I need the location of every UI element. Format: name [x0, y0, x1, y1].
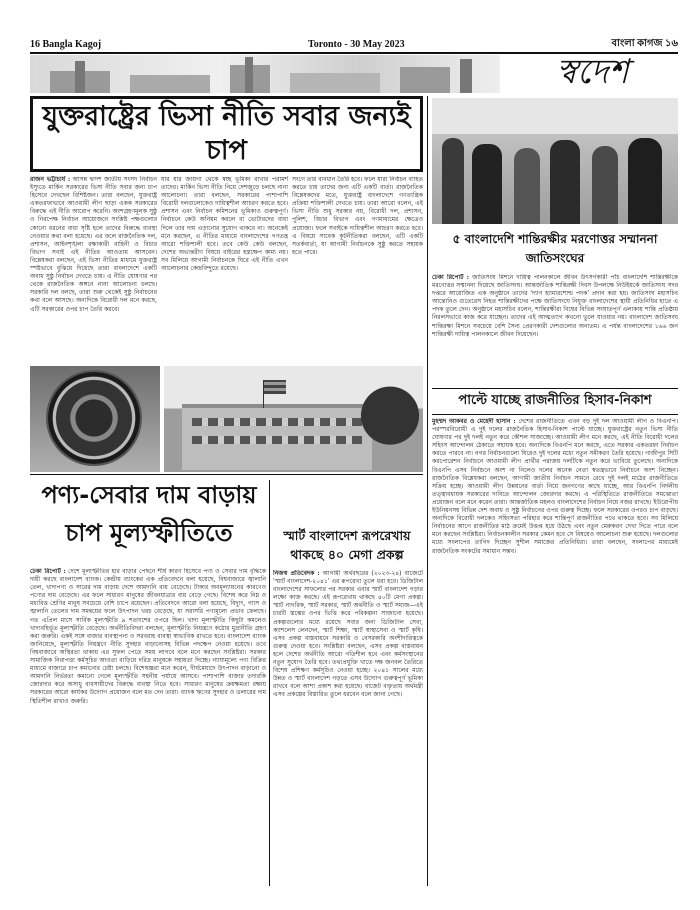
page-header [30, 37, 678, 51]
section-banner-image [30, 55, 500, 93]
divider [30, 474, 423, 475]
peacekeeper-byline: ঢেকা রিপোর্ট : [432, 274, 469, 281]
main-story-col2: যার যার জায়গা থেকে স্বচ্ছ ভূমিকা রাখার পরামর্শ তাদের। মার্কিন ভিসা নীতি নিয়ে দেশজুড়ে চলছে নানা আলোচনা। তারা বলছেন, সরকারের পাশাপাশি বিরোধী দলগুলোকেও দায়িত্বশীল আচরণ করতে হবে। প্রশাসন এবং নির্বাচন কমিশনের ভূমিকাও গুরুত্বপূর্ণ। নির্বাচনে কেউ অনিয়ম করলে বা ভোটারদের বাধা দিলে তার দায় এড়ানোর সুযোগ থাকবে না। অনেকেই মনে করছেন, এ নীতির মাধ্যমে বাংলাদেশের গণতন্ত্র আরো শক্তিশালী হবে। তবে কেউ কেউ বলছেন, দেশের অভ্যন্তরীণ বিষয়ে বাইরের হস্তক্ষেপ কাম্য নয়। সব মিলিয়ে আগামী নির্বাচনকে ঘিরে এই নীতি এখন আলোচনার কেন্দ্রবিন্দুতে রয়েছে। [161, 176, 288, 273]
politics-text: দেশের রাজনীতিতে এখন বড় দুই দল আওয়ামী লীগ ও বিএনপি। পরস্পরবিরোধী এ দুই দলের রাজনৈতিক হিসাব-নিকাশ পাল্টে যাচ্ছে। যুক্তরাষ্ট্রের নতুন ভিসা নীতি ঘোষণার পর দুই দলই নতুন করে কৌশল সাজাচ্ছে। আওয়ামী লীগ মনে করছে, এই নীতি বিরোধী দলের সহিংস আন্দোলন ঠেকাতে সহায়ক হবে। অন্যদিকে বিএনপি মনে করছে, এতে সরকার একতরফা নির্বাচন করতে পারবে না। নগর নির্বাচনগুলো ঘিরেও দুই দলের মধ্যে নতুন সমীকরণ তৈরি হয়েছে। গাজীপুর সিটি করপোরেশন নির্বাচনে আওয়ামী লীগ প্রার্থীর পরাজয় দলটিকে নতুন করে ভাবিয়ে তুলেছে। অন্যদিকে বিএনপি এসব নির্বাচনে অংশ না নিলেও দলের অনেক নেতা স্বতন্ত্রভাবে নির্বাচনে অংশ নিচ্ছেন। রাজনৈতিক বিশ্লেষকরা বলছেন, আগামী জাতীয় নির্বাচন সামনে রেখে দুই দলই মাঠের রাজনীতিতে সক্রিয় হচ্ছে। আওয়ামী লীগ উন্নয়নের বার্তা নিয়ে জনগণের কাছে যাচ্ছে, আর বিএনপি নির্দলীয় তত্ত্বাবধায়ক সরকারের দাবিতে আন্দোলন জোরদার করছে। এ পরিস্থিতিতে রাজনীতিতে সমঝোতা প্রয়োজন বলে মনে করেন তারা। আন্তর্জাতিক মহলও বাংলাদেশের নির্বাচন নিয়ে নজর রাখছে। ইউরোপীয় ইউনিয়নসহ বিভিন্ন দেশ অবাধ ও সুষ্ঠু নির্বাচনের ওপর গুরুত্ব দিচ্ছে। ফলে সরকারের ওপরও চাপ বাড়ছে। অন্যদিকে বিরোধী দলকেও সহিংসতা পরিহার করে শান্তিপূর্ণ রাজনীতির পথে থাকতে হবে। সব মিলিয়ে নির্বাচনের আগে রাজনীতির মাঠ ক্রমেই উত্তপ্ত হয়ে উঠছে এবং নতুন মেরুকরণ দেখা দিতে পারে বলে মনে করছেন সংশ্লিষ্টরা। নির্বাচনকালীন সরকার কেমন হবে সে বিষয়েও আলোচনা শুরু হয়েছে। দলগুলোর মধ্যে সংলাপের তাগিদ দিচ্ছেন সুশীল সমাজের প্রতিনিধিরা। তারা বলছেন, সংলাপের মাধ্যমেই রাজনৈতিক সংকটের সমাধান সম্ভব। [432, 418, 678, 555]
divider [432, 388, 678, 389]
header-date: Toronto - 30 May 2023 [307, 38, 405, 50]
peacekeeper-ceremony-photo [432, 98, 678, 224]
header-right: বাংলা কাগজ ১৬ [611, 37, 678, 49]
politics-story-body [432, 418, 678, 886]
smart-story-body [273, 570, 423, 886]
peacekeeper-headline: ৫ বাংলাদেশি শান্তিরক্ষীর মরণোত্তর সম্মাননা জাতিসংঘের [452, 232, 658, 265]
embassy-building-photo [164, 366, 423, 472]
smart-headline: স্মার্ট বাংলাদেশ রূপরেখায় থাকছে ৪০ মেগা প্রকল্প [283, 528, 411, 562]
peacekeeper-story-body [432, 274, 678, 382]
prices-text: দেশে মূল্যস্ফীতির হার বাড়ার পেছনে শীর্ষ কারণ হিসেবে পণ্য ও সেবার দাম বৃদ্ধিকে দায়ী করছে বাংলাদেশ ব্যাংক। কেন্দ্রীয় ব্যাংকের এক প্রতিবেদনে বলা হয়েছে, বিশ্ববাজারে জ্বালানি তেল, খাদ্যপণ্য ও সারের দাম বাড়ায় দেশে আমদানি ব্যয় বেড়েছে। টাকার অবমূল্যায়নের কারণেও পণ্যের দাম বেড়েছে। এর ফলে সাধারণ মানুষের জীবনযাত্রার ব্যয় বেড়ে গেছে। বিশেষ করে নিম্ন ও মধ্যবিত্ত শ্রেণির মানুষ সবচেয়ে বেশি চাপে রয়েছেন। প্রতিবেদনে আরো বলা হয়েছে, বিদ্যুৎ, গ্যাস ও জ্বালানি তেলের দাম সমন্বয়ের ফলে উৎপাদন খরচ বেড়েছে, যা সরাসরি পণ্যমূল্যে প্রভাব ফেলছে। গত এপ্রিল মাসে সার্বিক মূল্যস্ফীতি ৯ শতাংশের ওপরে ছিল। খাদ্য মূল্যস্ফীতি কিছুটা কমলেও খাদ্যবহির্ভূত মূল্যস্ফীতি বেড়েছে। অর্থনীতিবিদরা বলছেন, মূল্যস্ফীতি নিয়ন্ত্রণে কঠোর মুদ্রানীতি গ্রহণ করা জরুরি। একই সঙ্গে বাজার ব্যবস্থাপনা ও সরবরাহ ব্যবস্থা স্বাভাবিক রাখতে হবে। বাংলাদেশ ব্যাংক জানিয়েছে, মূল্যস্ফীতি নিয়ন্ত্রণে নীতি সুদহার বাড়ানোসহ বিভিন্ন পদক্ষেপ নেওয়া হয়েছে। তবে বিশ্ববাজারে অস্থিরতা থাকায় এর সুফল পেতে সময় লাগবে বলে মনে করছেন সংশ্লিষ্টরা। সরকার সামাজিক নিরাপত্তা কর্মসূচির আওতা বাড়িয়ে দরিদ্র মানুষকে সহায়তা দিচ্ছে। ন্যায্যমূল্যে পণ্য বিক্রির মাধ্যমে বাজারে চাপ কমানোর চেষ্টা চলছে। বিশেষজ্ঞরা মনে করেন, দীর্ঘমেয়াদে উৎপাদন বাড়ানো ও আমদানি নির্ভরতা কমানো গেলে মূল্যস্ফীতি সহনীয় পর্যায়ে আসবে। পাশাপাশি বাজার তদারকি জোরদার করে অসাধু ব্যবসায়ীদের বিরুদ্ধে ব্যবস্থা নিতে হবে। সাধারণ মানুষের ক্রয়ক্ষমতা রক্ষায় সরকারের আরো কার্যকর উদ্যোগ প্রয়োজন বলে মত দেন তারা। ব্যাংক ঋণের সুদহার ও ডলারের দাম স্থিতিশীল রাখাও জরুরি। [30, 568, 266, 705]
politics-byline: মুহম্মদ আকবর ও মেহেদী হাসান : [432, 418, 516, 425]
main-story-col3: সংগে তার ব্যবধান তৈরি হবে। ফলে যারা নির্বাচন ব্যাহত করতে চায় তাদের জন্য এটি একটি বার্তা। রাজনৈতিক বিশ্লেষকদের মতে, যুক্তরাষ্ট্র বাংলাদেশে গণতান্ত্রিক প্রক্রিয়া শক্তিশালী দেখতে চায়। তারা আরো বলেন, এই ভিসা নীতি শুধু সরকার নয়, বিরোধী দল, প্রশাসন, পুলিশ, বিচার বিভাগ এবং গণমাধ্যমের ক্ষেত্রেও প্রযোজ্য। ফলে সবাইকে দায়িত্বশীল আচরণ করতে হবে। এ বিষয়ে সাবেক কূটনীতিকরা বলছেন, এটি একটি সতর্কবার্তা, যা আগামী নির্বাচনকে সুষ্ঠু করতে সহায়ক হতে পারে। [292, 176, 423, 256]
politics-headline: পাল্টে যাচ্ছে রাজনীতির হিসাব-নিকাশ [458, 393, 652, 408]
smart-text: আগামী অর্থবছরের (২০২৩-২৪) বাজেটে 'স্মার্ট বাংলাদেশ-২০৪১' এর রূপরেখা তুলে ধরা হবে। ডিজিটাল বাংলাদেশের সাফল্যের পর সরকার এবার স্মার্ট বাংলাদেশ গড়ার লক্ষ্যে কাজ করছে। এই রূপরেখায় থাকছে ৪০টি মেগা প্রকল্প। স্মার্ট নাগরিক, স্মার্ট সরকার, স্মার্ট অর্থনীতি ও স্মার্ট সমাজ—এই চারটি স্তম্ভের ওপর ভিত্তি করে পরিকল্পনা সাজানো হয়েছে। প্রকল্পগুলোর মধ্যে রয়েছে সবার জন্য ডিজিটাল সেবা, ক্যাশলেস লেনদেন, স্মার্ট শিক্ষা, স্মার্ট স্বাস্থ্যসেবা ও স্মার্ট কৃষি। এসব প্রকল্প বাস্তবায়নে সরকারি ও বেসরকারি অংশীদারিত্বকে গুরুত্ব দেওয়া হবে। সংশ্লিষ্টরা বলছেন, এসব প্রকল্প বাস্তবায়ন হলে দেশের অর্থনীতি আরো গতিশীল হবে এবং কর্মসংস্থানের নতুন সুযোগ তৈরি হবে। তথ্যপ্রযুক্তি খাতে দক্ষ জনবল তৈরিতে বিশেষ প্রশিক্ষণ কর্মসূচিও নেওয়া হচ্ছে। ২০৪১ সালের মধ্যে উন্নত ও স্মার্ট বাংলাদেশ গড়তে এসব উদ্যোগ গুরুত্বপূর্ণ ভূমিকা রাখবে বলে আশা প্রকাশ করা হয়েছে। বাজেট বক্তৃতায় অর্থমন্ত্রী এসব প্রকল্পের বিস্তারিত তুলে ধরবেন বলে জানা গেছে। [273, 570, 423, 699]
header-left: 16 Bangla Kagoj [30, 38, 102, 50]
main-story-col1 [30, 176, 157, 366]
divider [432, 414, 678, 415]
prices-headline: পণ্য-সেবার দাম বাড়ায় চাপ মূল্যস্ফীতিতে [41, 481, 257, 547]
column-divider [427, 96, 428, 886]
prices-story-body [30, 568, 266, 886]
section-title: স্বদেশ [556, 52, 629, 92]
main-byline: রাজন ভট্টাচার্য : [30, 176, 71, 183]
main-col1-text: আসন্ন দ্বাদশ জাতীয় সংসদ নির্বাচন ইস্যুতে মার্কিন সরকারের ভিসা নীতি সবার জন্য চাপ হিসেবে দেখছেন বিশিষ্টজন। তারা বলছেন, যুক্তরাষ্ট্র একতরফাভাবে আওয়ামী লীগ ছাড়া একক সরকারের বিরুদ্ধে এই নীতি আরোপ করেনি। অংশগ্রহণমূলক সুষ্ঠু ও নিরপেক্ষ নির্বাচন আয়োজনে সংশ্লিষ্ট পক্ষগুলোর কোনো ধরনের বাধা সৃষ্টি হলে তাদের বিরুদ্ধে ব্যবস্থা নেওয়ার কথা বলা হয়েছে। এর ফলে রাজনৈতিক দল, প্রশাসন, আইনশৃঙ্খলা রক্ষাকারী বাহিনী ও বিচার বিভাগ সবাই এই নীতির আওতায় আসবেন। বিশ্লেষকরা বলছেন, এই ভিসা নীতির মাধ্যমে যুক্তরাষ্ট্র স্পষ্টভাবে বুঝিয়ে দিয়েছে তারা বাংলাদেশে একটি অবাধ সুষ্ঠু নির্বাচন দেখতে চায়। এ নীতি ঘোষণার পর থেকে রাজনৈতিক অঙ্গনে নানা আলোচনা চলছে। সরকারি দল বলছে, তারা শুরু থেকেই সুষ্ঠু নির্বাচনের কথা বলে আসছে। অন্যদিকে বিরোধী দল মনে করছে, এটি সরকারের ওপর চাপ তৈরি করবে। [30, 176, 157, 313]
state-department-seal [48, 372, 140, 464]
main-headline: যুক্তরাষ্ট্রের ভিসা নীতি সবার জন্যই চাপ [30, 96, 423, 172]
peacekeeper-text: জাতিসংঘ মিশনে দায়িত্ব পালনকালে জীবন উৎসর্গকারী পাঁচ বাংলাদেশি শান্তিরক্ষীকে মরণোত্তর সম্মাননা দিয়েছে জাতিসংঘ। আন্তর্জাতিক শান্তিরক্ষী দিবস উপলক্ষে নিউইয়র্কে জাতিসংঘ সদর দপ্তরে আয়োজিত এক অনুষ্ঠানে তাদের 'দ্যাগ হ্যামারশোল্ড পদক' প্রদান করা হয়। জাতিসংঘ মহাসচিব আন্তোনিও গুতেরেস নিহত শান্তিরক্ষীদের পক্ষে জাতিসংঘে নিযুক্ত বাংলাদেশের স্থায়ী প্রতিনিধির হাতে এ পদক তুলে দেন। অনুষ্ঠানে মহাসচিব বলেন, শান্তিরক্ষীরা বিশ্বের বিভিন্ন সংঘাতপূর্ণ এলাকায় শান্তি প্রতিষ্ঠায় নিরলসভাবে কাজ করে যাচ্ছেন। তাদের এই আত্মত্যাগ কখনো ভুলে যাওয়ার নয়। বাংলাদেশ জাতিসংঘ শান্তিরক্ষা মিশনে সবচেয়ে বেশি সৈন্য প্রেরণকারী দেশগুলোর অন্যতম। এ পর্যন্ত বাংলাদেশের ১৬৬ জন শান্তিরক্ষী দায়িত্ব পালনকালে জীবন দিয়েছেন। [432, 274, 678, 338]
prices-byline: ঢেকা রিপোর্ট : [30, 568, 66, 575]
smart-byline: নিজস্ব প্রতিবেদক : [273, 570, 320, 577]
